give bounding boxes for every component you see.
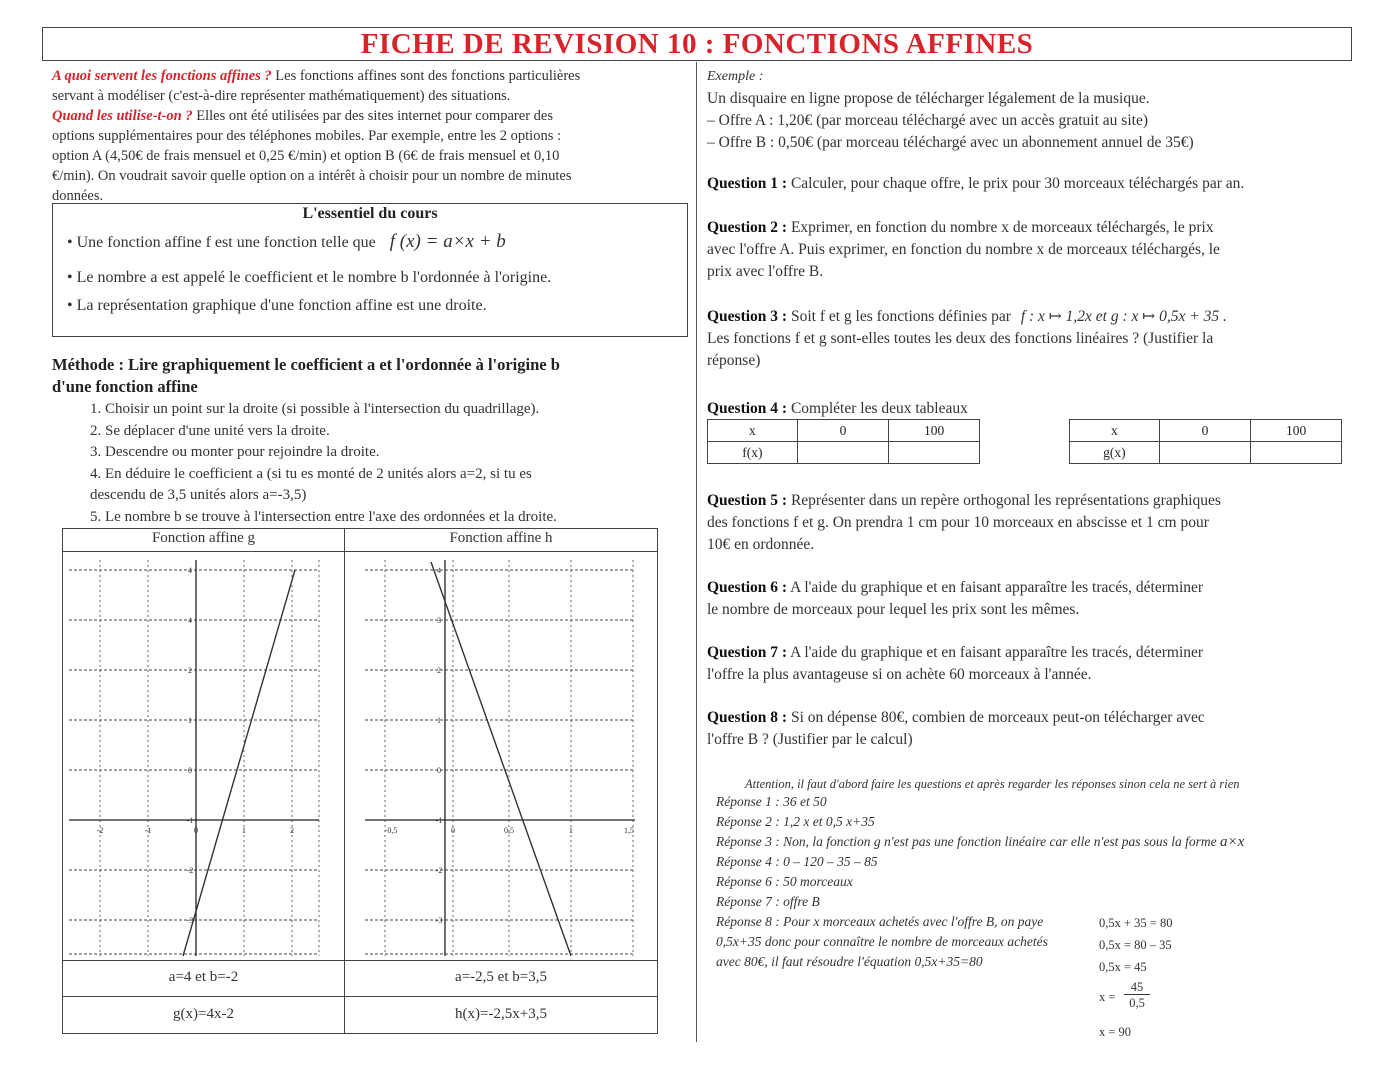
q4-label: Question 4 : bbox=[707, 400, 788, 417]
intro-q1-line1: Les fonctions affines sont des fonctions particulières bbox=[271, 68, 581, 84]
x-tick-label: 1,5 bbox=[624, 826, 634, 835]
table-f-row-label: f(x) bbox=[708, 442, 798, 464]
y-tick-label: -3 bbox=[186, 916, 194, 925]
graph-h-title: Fonction affine h bbox=[449, 530, 553, 546]
y-tick-label: 0 bbox=[188, 766, 192, 775]
q2-label: Question 2 : bbox=[707, 219, 788, 236]
q6-label: Question 6 : bbox=[707, 579, 788, 596]
q5-line2: des fonctions f et g. On prendra 1 cm pour 10 morceaux en abscisse et 1 cm pour bbox=[707, 514, 1209, 531]
attention-note: Attention, il faut d'abord faire les questions et après regarder les réponses sinon cela ne sert à rien bbox=[745, 777, 1240, 791]
reponse-8-line1: Réponse 8 : Pour x morceaux achetés avec l'offre B, on paye bbox=[716, 914, 1044, 929]
question-7 bbox=[707, 642, 1347, 686]
reponse-6: Réponse 6 : 50 morceaux bbox=[716, 874, 853, 889]
reponse-8-line3: avec 80€, il faut résoudre l'équation 0,5x+35=80 bbox=[716, 954, 983, 969]
essentiel-b1-text: Une fonction affine f est une fonction telle que bbox=[76, 234, 376, 251]
reponse-3-formula: a×x bbox=[1219, 834, 1245, 850]
graph-h-plot bbox=[345, 552, 657, 960]
q4-text: Compléter les deux tableaux bbox=[787, 400, 968, 417]
y-tick-label: -2 bbox=[186, 866, 194, 875]
y-tick-label: 4 bbox=[188, 616, 192, 625]
question-5 bbox=[707, 490, 1367, 556]
reponse-1: Réponse 1 : 36 et 50 bbox=[716, 794, 827, 809]
y-tick-label: 4 bbox=[188, 566, 192, 575]
q1-label: Question 1 : bbox=[707, 175, 788, 192]
reponse-2: Réponse 2 : 1,2 x et 0,5 x+35 bbox=[716, 814, 875, 829]
y-tick-label: -3 bbox=[435, 916, 443, 925]
methode-step-3: 3. Descendre ou monter pour rejoindre la droite. bbox=[90, 444, 380, 460]
intro-q1-label: A quoi servent les fonctions affines ? bbox=[52, 68, 272, 84]
intro-q2-line5: données. bbox=[52, 188, 104, 204]
table-g-header-x: x bbox=[1070, 420, 1160, 442]
q3-formula: f : x ↦ 1,2x et g : x ↦ 0,5x + 35 . bbox=[1020, 308, 1227, 325]
exemple-offre-b: – Offre B : 0,50€ (par morceau téléchargé avec un abonnement annuel de 35€) bbox=[707, 134, 1194, 151]
methode-step-4b: descendu de 3,5 unités alors a=-3,5) bbox=[90, 487, 307, 503]
q8-line2: l'offre B ? (Justifier par le calcul) bbox=[707, 731, 913, 748]
methode-title bbox=[52, 354, 692, 398]
q6-line2: le nombre de morceaux pour lequel les prix sont les mêmes. bbox=[707, 601, 1080, 618]
calc-fraction bbox=[1124, 980, 1150, 1011]
x-tick-label: -1 bbox=[144, 826, 152, 835]
y-tick-label: 1 bbox=[437, 716, 441, 725]
calc-line-2: 0,5x = 80 – 35 bbox=[1099, 938, 1172, 952]
y-tick-label: 3 bbox=[437, 616, 441, 625]
graph-g-plot bbox=[63, 552, 344, 960]
reponse-3 bbox=[716, 832, 1316, 852]
methode-step-1: 1. Choisir un point sur la droite (si possible à l'intersection du quadrillage). bbox=[90, 401, 540, 417]
intro-q1-line2: servant à modéliser (c'est-à-dire représenter mathématiquement) des situations. bbox=[52, 88, 511, 104]
table-f-cell-100[interactable] bbox=[889, 442, 980, 464]
y-tick-label: 2 bbox=[188, 666, 192, 675]
intro-q2-line2: options supplémentaires pour des téléphones mobiles. Par exemple, entre les 2 options : bbox=[52, 128, 562, 144]
q2-line1: Exprimer, en fonction du nombre x de morceaux téléchargés, le prix bbox=[787, 219, 1214, 236]
intro-q2-line4: €/min). On voudrait savoir quelle option on a intérêt à choisir pour un nombre de minutes bbox=[52, 168, 572, 184]
essentiel-bullet-1: • Une fonction affine f est une fonction telle que f (x) = a×x + b bbox=[67, 231, 506, 252]
calc-line-5: x = 90 bbox=[1099, 1025, 1132, 1039]
x-tick-label: 2 bbox=[290, 826, 294, 835]
table-f-header-0: 0 bbox=[797, 420, 888, 442]
q3-line3: réponse) bbox=[707, 352, 761, 369]
y-tick-label: 1 bbox=[188, 716, 192, 725]
q7-label: Question 7 : bbox=[707, 644, 788, 661]
q2-line3: prix avec l'offre B. bbox=[707, 263, 824, 280]
graph-g-title: Fonction affine g bbox=[151, 530, 256, 546]
q5-label: Question 5 : bbox=[707, 492, 788, 509]
calc-line-4-lhs: x = bbox=[1099, 990, 1116, 1004]
intro-q2-line1: Elles ont été utilisées par des sites internet pour comparer des bbox=[192, 108, 553, 124]
page-title: FICHE DE REVISION 10 : FONCTIONS AFFINES bbox=[42, 27, 1352, 61]
x-tick-label: -2 bbox=[96, 826, 104, 835]
q3-line2: Les fonctions f et g sont-elles toutes les deux des fonctions linéaires ? (Justifier la bbox=[707, 330, 1214, 347]
intro-block bbox=[52, 66, 692, 206]
table-g bbox=[1069, 419, 1342, 464]
graph-table-hline-2 bbox=[63, 960, 657, 961]
function-line bbox=[431, 562, 571, 956]
graph-g-ab: a=4 et b=-2 bbox=[168, 969, 239, 985]
x-tick-label: 0,5 bbox=[504, 826, 514, 835]
question-3 bbox=[707, 306, 1367, 372]
question-1 bbox=[707, 173, 1347, 195]
y-tick-label: -1 bbox=[435, 816, 443, 825]
q8-line1: Si on dépense 80€, combien de morceaux peut-on télécharger avec bbox=[787, 709, 1205, 726]
table-g-row-label: g(x) bbox=[1070, 442, 1160, 464]
exemple-block bbox=[707, 66, 1347, 154]
q5-line3: 10€ en ordonnée. bbox=[707, 536, 815, 553]
reponse-7: Réponse 7 : offre B bbox=[716, 894, 820, 909]
table-g-header-100: 100 bbox=[1251, 420, 1342, 442]
table-f-header-x: x bbox=[708, 420, 798, 442]
methode-step-2: 2. Se déplacer d'une unité vers la droite. bbox=[90, 422, 330, 439]
graph-table-hline-3 bbox=[63, 996, 657, 997]
y-tick-label: 4 bbox=[437, 566, 441, 575]
question-6 bbox=[707, 577, 1347, 621]
calc-line-1: 0,5x + 35 = 80 bbox=[1099, 916, 1173, 930]
methode-title-line2: d'une fonction affine bbox=[52, 377, 198, 396]
calc-fraction-num: 45 bbox=[1124, 980, 1150, 995]
methode-step-5: 5. Le nombre b se trouve à l'intersection entre l'axe des ordonnées et la droite. bbox=[90, 508, 557, 525]
reponses-block bbox=[716, 792, 1316, 972]
essentiel-bullet-2: • Le nombre a est appelé le coefficient et le nombre b l'ordonnée à l'origine. bbox=[67, 269, 552, 286]
methode-step-4a: 4. En déduire le coefficient a (si tu es monté de 2 unités alors a=2, si tu es bbox=[90, 465, 532, 482]
reponse-3-text: Réponse 3 : Non, la fonction g n'est pas une fonction linéaire car elle n'est pas sous la forme bbox=[716, 834, 1217, 849]
table-g-cell-0[interactable] bbox=[1159, 442, 1250, 464]
table-f-header-100: 100 bbox=[889, 420, 980, 442]
essentiel-b1-formula: f (x) = a×x + b bbox=[389, 231, 506, 252]
y-tick-label: 2 bbox=[437, 666, 441, 675]
essentiel-b2-text: Le nombre a est appelé le coefficient et le nombre b l'ordonnée à l'origine. bbox=[76, 269, 552, 286]
q5-line1: Représenter dans un repère orthogonal les représentations graphiques bbox=[787, 492, 1221, 509]
y-tick-label: -1 bbox=[186, 816, 194, 825]
x-tick-label: 0 bbox=[451, 826, 455, 835]
intro-q2-line3: option A (4,50€ de frais mensuel et 0,25 €/min) et option B (6€ de frais mensuel et 0,10 bbox=[52, 148, 560, 164]
q7-line1: A l'aide du graphique et en faisant apparaître les tracés, déterminer bbox=[787, 644, 1204, 661]
x-tick-label: 1 bbox=[242, 826, 246, 835]
x-tick-label: 0 bbox=[194, 826, 198, 835]
y-tick-label: 0 bbox=[437, 766, 441, 775]
table-g-header-0: 0 bbox=[1159, 420, 1250, 442]
table-g-cell-100[interactable] bbox=[1251, 442, 1342, 464]
essentiel-title: L'essentiel du cours bbox=[302, 205, 438, 222]
q6-line1: A l'aide du graphique et en faisant apparaître les tracés, déterminer bbox=[787, 579, 1204, 596]
graph-h-expr: h(x)=-2,5x+3,5 bbox=[455, 1006, 547, 1022]
q1-text: Calculer, pour chaque offre, le prix pour 30 morceaux téléchargés par an. bbox=[787, 175, 1245, 192]
calc-fraction-den: 0,5 bbox=[1129, 996, 1145, 1010]
essentiel-b3-text: La représentation graphique d'une fonction affine est une droite. bbox=[76, 297, 487, 314]
graph-g-expr: g(x)=4x-2 bbox=[173, 1006, 234, 1022]
reponse-4: Réponse 4 : 0 – 120 – 35 – 85 bbox=[716, 854, 878, 869]
calc-line-3: 0,5x = 45 bbox=[1099, 960, 1147, 974]
table-f-cell-0[interactable] bbox=[797, 442, 888, 464]
q8-label: Question 8 : bbox=[707, 709, 788, 726]
q3-label: Question 3 : bbox=[707, 308, 788, 325]
table-f bbox=[707, 419, 980, 464]
q7-line2: l'offre la plus avantageuse si on achète 60 morceaux à l'année. bbox=[707, 666, 1092, 683]
question-2 bbox=[707, 217, 1347, 283]
graph-table bbox=[62, 528, 658, 1034]
methode-title-line1: Méthode : Lire graphiquement le coefficient a et l'ordonnée à l'origine b bbox=[52, 355, 560, 374]
y-tick-label: -2 bbox=[435, 866, 443, 875]
essentiel-bullet-3: • La représentation graphique d'une fonction affine est une droite. bbox=[67, 297, 487, 314]
essentiel-box bbox=[52, 203, 688, 337]
q3-line1: Soit f et g les fonctions définies par bbox=[787, 308, 1011, 325]
q2-line2: avec l'offre A. Puis exprimer, en fonction du nombre x de morceaux téléchargés, le bbox=[707, 241, 1220, 258]
exemple-offre-a: – Offre A : 1,20€ (par morceau téléchargé avec un accès gratuit au site) bbox=[707, 112, 1148, 129]
function-line bbox=[183, 570, 295, 956]
exemple-line1: Un disquaire en ligne propose de télécharger légalement de la musique. bbox=[707, 90, 1150, 107]
graph-h-ab: a=-2,5 et b=3,5 bbox=[455, 969, 547, 985]
question-8 bbox=[707, 707, 1347, 751]
column-divider bbox=[696, 62, 697, 1042]
methode-steps bbox=[90, 399, 690, 528]
question-4 bbox=[707, 398, 1347, 420]
reponse-8-line2: 0,5x+35 donc pour connaître le nombre de morceaux achetés bbox=[716, 934, 1048, 949]
x-tick-label: 1 bbox=[569, 826, 573, 835]
x-tick-label: -0,5 bbox=[384, 826, 398, 835]
intro-q2-label: Quand les utilise-t-on ? bbox=[52, 108, 193, 124]
exemple-label: Exemple : bbox=[707, 69, 764, 84]
